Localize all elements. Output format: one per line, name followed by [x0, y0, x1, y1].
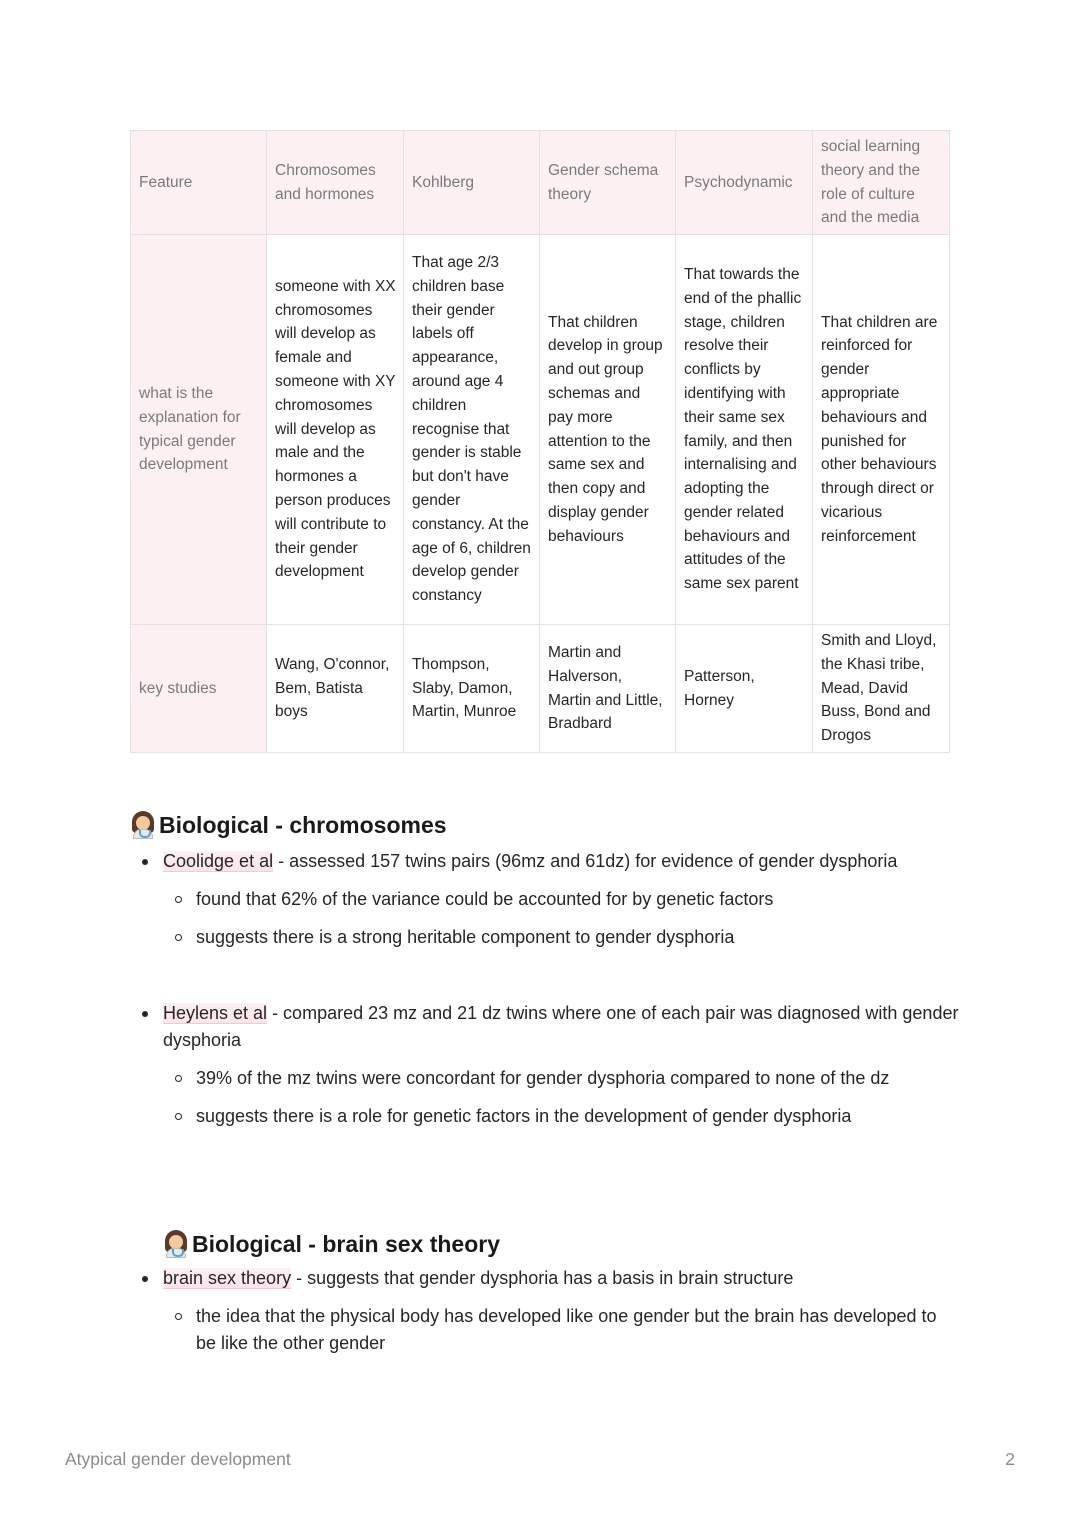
- list-item: [130, 848, 960, 951]
- bullet-list: [130, 1265, 960, 1357]
- table-header-cell: social learning theory and the role of culture and the media: [813, 131, 950, 235]
- highlighted-term: Coolidge et al: [163, 851, 274, 871]
- sub-bullet-icon: [175, 934, 182, 941]
- sub-list-item: [163, 1303, 960, 1357]
- highlighted-term: Heylens et al: [163, 1003, 268, 1023]
- sub-item-text: suggests there is a role for genetic factors in the development of gender dysphoria: [196, 1106, 852, 1126]
- table-header-row: [131, 131, 950, 235]
- table-cell: That children develop in group and out group schemas and pay more attention to the same sex and then copy and display gender behaviours: [540, 235, 676, 625]
- table-cell: That towards the end of the phallic stage, children resolve their conflicts by identifying with their same sex family, and then internalising and adopting the gender related behaviours and attitudes of the same sex parent: [676, 235, 813, 625]
- comparison-table: [130, 130, 950, 753]
- table-row: [131, 625, 950, 753]
- sub-item-text: 39% of the mz twins were concordant for gender dysphoria compared to none of the dz: [196, 1068, 890, 1088]
- section-heading: [130, 808, 960, 842]
- footer-title: Atypical gender development: [65, 1449, 291, 1469]
- sub-item-text: the idea that the physical body has developed like one gender but the brain has developed to be like the other gender: [196, 1306, 937, 1353]
- sub-bullet-icon: [175, 896, 182, 903]
- section-brain-sex: [130, 1227, 960, 1357]
- row-label: key studies: [131, 625, 267, 753]
- table-header-cell: Chromosomes and hormones: [267, 131, 404, 235]
- table-header-cell: Gender schema theory: [540, 131, 676, 235]
- row-label: what is the explanation for typical gender development: [131, 235, 267, 625]
- list-item: [130, 1000, 960, 1130]
- sub-bullet-icon: [175, 1313, 182, 1320]
- page-number: 2: [1005, 1449, 1015, 1469]
- sub-item-text: found that 62% of the variance could be accounted for by genetic factors: [196, 889, 774, 909]
- table-cell: That children are reinforced for gender appropriate behaviours and punished for other behaviours through direct or vicarious reinforcement: [813, 235, 950, 625]
- section-heading: [130, 1227, 960, 1261]
- item-text: - assessed 157 twins pairs (96mz and 61dz) for evidence of gender dysphoria: [273, 851, 898, 871]
- section-title: Biological - brain sex theory: [192, 1231, 501, 1257]
- table-cell: Patterson, Horney: [676, 625, 813, 753]
- bullet-icon: [142, 1011, 148, 1017]
- table-cell: That age 2/3 children base their gender labels off appearance, around age 4 children recognise that gender is stable but don't have gender constancy. At the age of 6, children develop gender constancy: [404, 235, 540, 625]
- table-row: [131, 235, 950, 625]
- sub-list-item: [163, 886, 960, 913]
- sub-bullet-icon: [175, 1113, 182, 1120]
- sub-list: [163, 1065, 960, 1130]
- highlighted-term: brain sex theory: [163, 1268, 292, 1288]
- item-text: - suggests that gender dysphoria has a basis in brain structure: [291, 1268, 794, 1288]
- sub-list-item: [163, 924, 960, 951]
- sub-item-text: suggests there is a strong heritable component to gender dysphoria: [196, 927, 735, 947]
- table-cell: Martin and Halverson, Martin and Little, Bradbard: [540, 625, 676, 753]
- item-text: - compared 23 mz and 21 dz twins where one of each pair was diagnosed with gender dysphoria: [163, 1003, 959, 1050]
- section-chromosomes: [130, 808, 960, 1130]
- table-cell: Wang, O'connor, Bem, Batista boys: [267, 625, 404, 753]
- doctor-icon: [130, 811, 156, 839]
- sub-bullet-icon: [175, 1075, 182, 1082]
- bullet-icon: [142, 1276, 148, 1282]
- sub-list: [163, 886, 960, 951]
- sub-list-item: [163, 1103, 960, 1130]
- table-header-cell: Psychodynamic: [676, 131, 813, 235]
- sub-list-item: [163, 1065, 960, 1092]
- table-header-cell: Feature: [131, 131, 267, 235]
- sub-list: [163, 1303, 960, 1357]
- bullet-list: [130, 848, 960, 1130]
- section-title: Biological - chromosomes: [159, 812, 447, 838]
- table-cell: someone with XX chromosomes will develop as female and someone with XY chromosomes will develop as male and the hormones a person produces will contribute to their gender development: [267, 235, 404, 625]
- table-cell: Thompson, Slaby, Damon, Martin, Munroe: [404, 625, 540, 753]
- doctor-icon: [163, 1230, 189, 1258]
- bullet-icon: [142, 859, 148, 865]
- table-cell: Smith and Lloyd, the Khasi tribe, Mead, David Buss, Bond and Drogos: [813, 625, 950, 753]
- list-item: [130, 1265, 960, 1357]
- table-header-cell: Kohlberg: [404, 131, 540, 235]
